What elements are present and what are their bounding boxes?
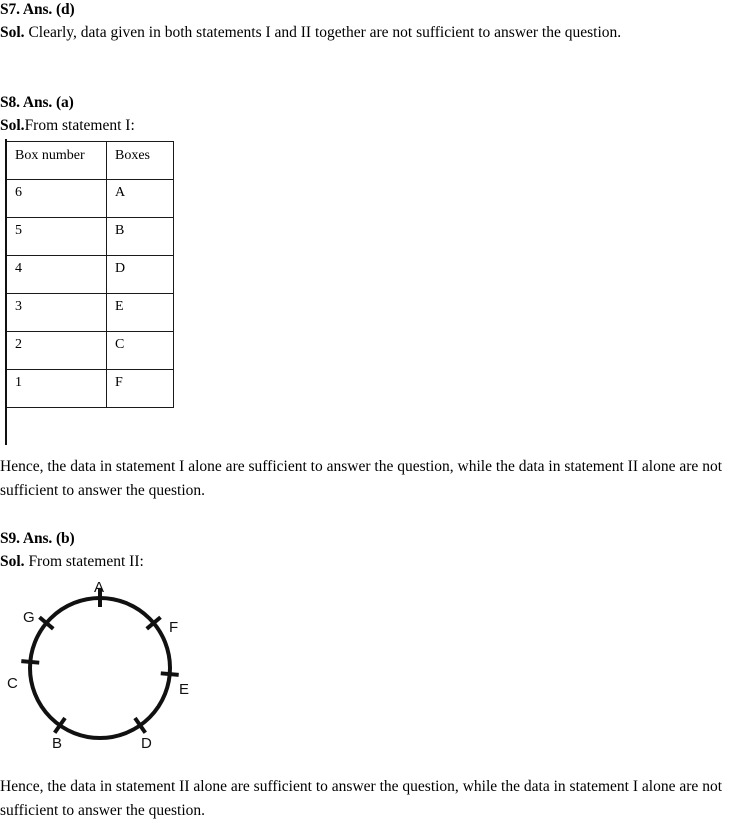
cell-box: B [107,218,174,256]
cell-box: F [107,370,174,408]
cell-box: C [107,332,174,370]
table-header-row [7,142,174,180]
s9-answer-heading: S9. Ans. (b) [0,530,75,547]
position-label-b: B [52,735,63,752]
cell-box-number: 6 [7,180,107,218]
s7-sol-text: Clearly, data given in both statements I and II together are not sufficient to answer the question. [24,24,622,41]
s8-sol-text: From statement I: [24,117,135,134]
column-header-box-number: Box number [7,142,107,180]
position-label-c: C [7,675,18,692]
position-label-a: A [94,579,105,596]
table-row [7,332,174,370]
cell-box-number: 4 [7,256,107,294]
table-row [7,256,174,294]
cell-box-number: 1 [7,370,107,408]
box-arrangement-table-wrapper [6,141,174,408]
cell-box: E [107,294,174,332]
cell-box-number: 3 [7,294,107,332]
s9-sol-label: Sol. [0,553,25,570]
circle-diagram-svg [0,570,230,760]
s8-sol-label: Sol. [0,117,25,134]
box-arrangement-table [6,141,174,408]
cell-box: A [107,180,174,218]
position-label-g: G [23,609,35,626]
cell-box: D [107,256,174,294]
tick-mark-e [161,673,179,675]
table-row [7,294,174,332]
cell-box-number: 5 [7,218,107,256]
s8-answer-heading: S8. Ans. (a) [0,94,74,111]
position-label-f: F [169,619,179,636]
s7-sol-label: Sol. [0,24,25,41]
circular-seating-figure [0,570,230,760]
tick-mark-c [21,661,39,663]
s9-sol-text: From statement II: [24,553,144,570]
s7-solution-paragraph [0,21,722,45]
position-label-e: E [179,681,190,698]
s9-conclusion-paragraph: Hence, the data in statement II alone are sufficient to answer the question, while the data in statement I alone are not sufficient to answer the question. [0,778,722,819]
s8-solution-line [0,115,135,137]
s8-conclusion-paragraph: Hence, the data in statement I alone are sufficient to answer the question, while the data in statement II alone are not sufficient to answer the question. [0,458,722,499]
circle-outline [30,598,170,738]
table-row [7,218,174,256]
table-row [7,370,174,408]
table-row [7,180,174,218]
column-header-boxes: Boxes [107,142,174,180]
cell-box-number: 2 [7,332,107,370]
position-label-d: D [141,735,152,752]
s7-answer-heading: S7. Ans. (d) [0,1,75,18]
